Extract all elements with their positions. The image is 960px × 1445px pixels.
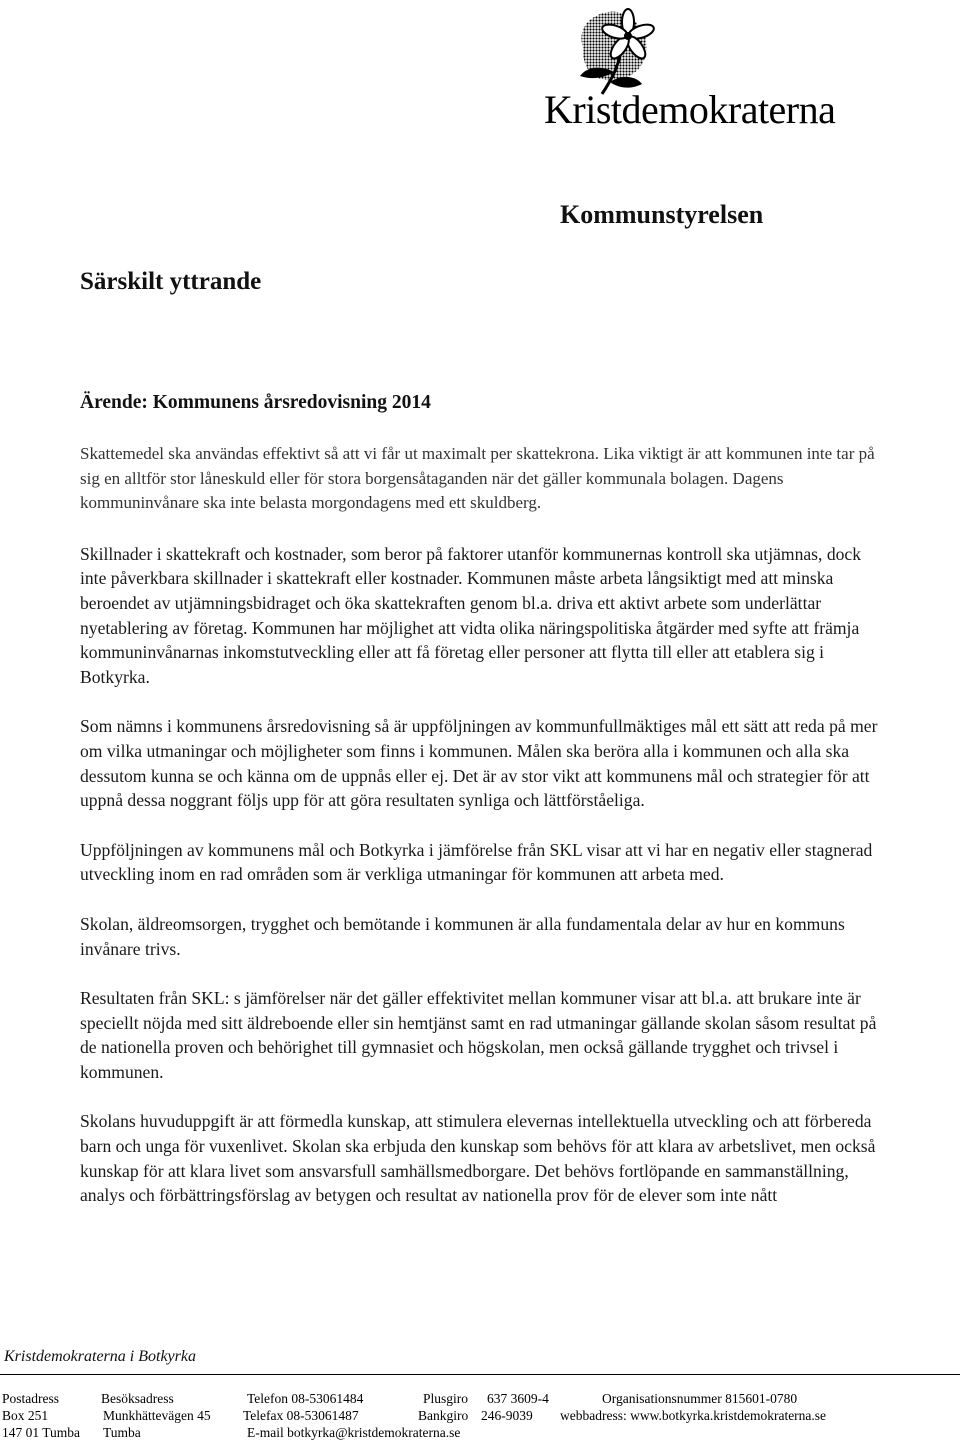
body-paragraph: Skolan, äldreomsorgen, trygghet och bemötande i kommunen är alla fundamentala delar av hur en kommuns invånare trivs.	[80, 913, 845, 959]
footer-email: E-mail botkyrka@kristdemokraterna.se	[247, 1425, 461, 1440]
party-logo	[540, 0, 860, 140]
organization-name: Kristdemokraterna i Botkyrka	[4, 1348, 196, 1365]
footer-fax: Telefax 08-53061487	[243, 1408, 359, 1423]
logo-wordmark: Kristdemokraterna	[544, 87, 836, 132]
body-paragraph: Resultaten från SKL: s jämförelser när det gäller effektivitet mellan kommuner visar att bl.a. att brukare inte är speciellt nöjda med sitt äldreboende eller sin hemtjänst samt en rad utmaningar gällande skolan såsom resultat på de nationella proven och behörighet till gymnasiet och högskolan, men också gällande trygghet och trivsel i kommunen.	[80, 988, 877, 1082]
contact-footer	[0, 1390, 960, 1441]
footer-bankgiro-value: 246-9039	[481, 1408, 533, 1423]
footer-zip: 147 01 Tumba	[2, 1425, 81, 1440]
footer-plusgiro-label: Plusgiro	[423, 1391, 469, 1406]
flower-logo-icon	[562, 4, 672, 99]
body-paragraph: Skattemedel ska användas effektivt så att vi får ut maximalt per skattekrona. Lika viktigt är att kommunen inte tar på sig en alltför stor låneskuld eller för stora borgensåtaganden när det gäller kommunala bolagen. Dagens kommuninvånare ska inte belasta morgondagens med ett skuldberg.	[80, 444, 875, 513]
document-body	[80, 442, 880, 1233]
body-paragraph: Som nämns i kommunens årsredovisning så är uppföljningen av kommunfullmäktiges mål ett sätt att reda på mer om vilka utmaningar och möjligheter som finns i kommunen. Målen ska beröra alla i kommunen och alla ska dessutom kunna se och känna om de uppnås eller ej. Det är av stor vikt att kommunens mål och strategier för att uppnå dessa noggrant följs upp för att göra resultaten synliga och lättförståeliga.	[80, 716, 878, 811]
footer-plusgiro-value: 637 3609-4	[487, 1391, 549, 1406]
footer-bankgiro-label: Bankgiro	[418, 1408, 469, 1423]
footer-street: Munkhättevägen 45	[103, 1408, 211, 1423]
subject-heading: Ärende: Kommunens årsredovisning 2014	[80, 392, 431, 413]
footer-row	[0, 1390, 960, 1407]
footer-org-number: Organisationsnummer 815601-0780	[602, 1391, 798, 1406]
footer-city: Tumba	[103, 1425, 141, 1440]
footer-phone: Telefon 08-53061484	[247, 1391, 364, 1406]
body-paragraph: Skillnader i skattekraft och kostnader, som beror på faktorer utanför kommunernas kontroll ska utjämnas, dock inte påverkbara skillnader i skattekraft eller kostnader. Kommunen måste arbeta långsiktigt med att minska beroendet av utjämningsbidraget och öka skattekraften genom bl.a. driva ett aktivt arbete som underlättar nyetablering av företag. Kommunen har möjlighet att vidta olika näringspolitiska åtgärder med syfte att främja kommuninvånarnas inkomstutveckling eller att få företag eller personer att flytta till eller att etablera sig i Botkyrka.	[80, 543, 862, 687]
body-paragraph: Skolans huvuduppgift är att förmedla kunskap, att stimulera elevernas intellektuella utveckling och att förbereda barn och unga för vuxenlivet. Skolan ska erbjuda den kunskap som behövs för att klara av arbetslivet, men också kunskap för att klara livet som ansvarsfull samhällsmedborgare. Det behövs fortlöpande en sammanställning, analys och förbättringsförslag av betygen och resultat av nationella prov för de elever som inte nått	[80, 1111, 876, 1206]
footer-visiting-label: Besöksadress	[101, 1391, 174, 1406]
footer-website: webbadress: www.botkyrka.kristdemokraterna.se	[560, 1408, 827, 1423]
footer-row	[0, 1407, 960, 1424]
footer-divider	[0, 1374, 960, 1375]
document-type-heading: Särskilt yttrande	[80, 268, 262, 295]
recipient-heading: Kommunstyrelsen	[560, 200, 764, 229]
body-paragraph: Uppföljningen av kommunens mål och Botkyrka i jämförelse från SKL visar att vi har en negativ eller stagnerad utveckling inom en rad områden som är verkliga utmaningar för kommunen att arbeta med.	[80, 839, 873, 885]
footer-row	[0, 1424, 960, 1441]
footer-postal-label: Postadress	[2, 1391, 59, 1406]
footer-box: Box 251	[2, 1408, 49, 1423]
